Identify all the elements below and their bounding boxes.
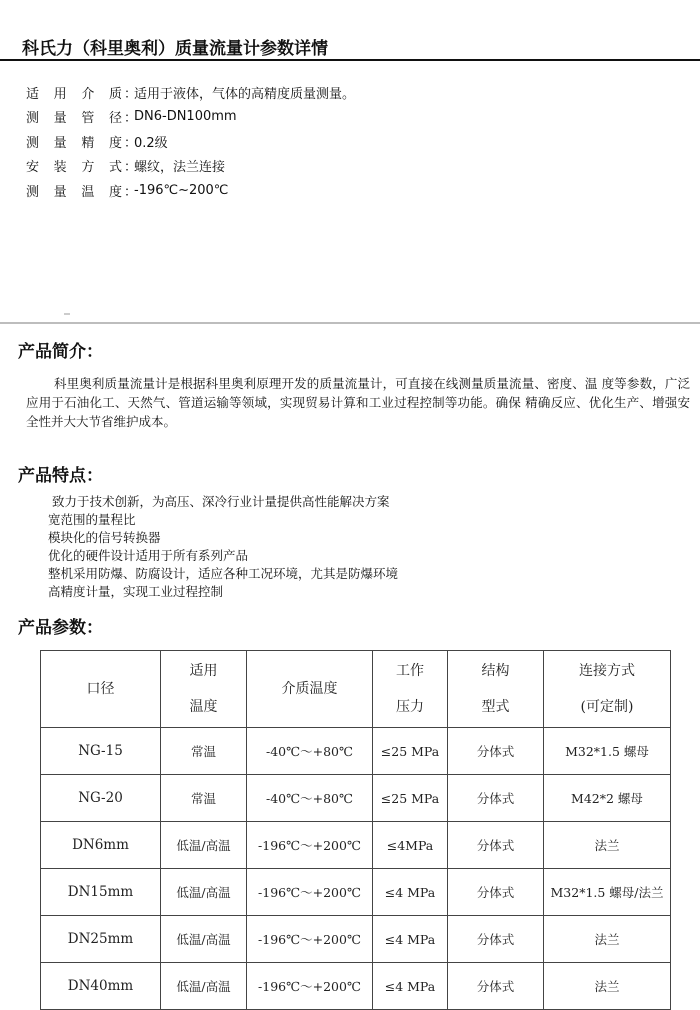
- table-cell: 分体式: [448, 775, 544, 822]
- page-title: 科氏力（科里奥利）质量流量计参数详情: [22, 39, 328, 59]
- table-cell: DN15mm: [41, 869, 161, 916]
- table-cell: ≤25 MPa: [373, 728, 448, 775]
- table-cell: 常温: [161, 728, 247, 775]
- table-cell: ≤4 MPa: [373, 869, 448, 916]
- table-cell: DN6mm: [41, 822, 161, 869]
- table-cell: -40℃～+80℃: [247, 728, 373, 775]
- table-cell: ≤4 MPa: [373, 916, 448, 963]
- table-cell: 分体式: [448, 916, 544, 963]
- table-cell: -196℃～+200℃: [247, 916, 373, 963]
- table-cell: 低温/高温: [161, 822, 247, 869]
- table-cell: ≤4MPa: [373, 822, 448, 869]
- spec-label: 安 装 方 式: [26, 160, 122, 176]
- column-header: 工作 压力: [373, 651, 448, 728]
- table-cell: 法兰: [544, 963, 671, 1010]
- spec-row-pipe-size: [26, 105, 355, 130]
- column-header: 连接方式 (可定制): [544, 651, 671, 728]
- table-cell: -196℃～+200℃: [247, 869, 373, 916]
- spec-value: DN6-DN100mm: [134, 109, 237, 125]
- spec-value: 螺纹，法兰连接: [134, 160, 226, 176]
- table-cell: 常温: [161, 775, 247, 822]
- table-row: [41, 916, 671, 963]
- spec-row-medium: [26, 80, 355, 105]
- table-cell: -196℃～+200℃: [247, 822, 373, 869]
- table-row: [41, 869, 671, 916]
- column-header: 口径: [41, 651, 161, 728]
- list-item: 高精度计量，实现工业过程控制: [48, 584, 224, 599]
- intro-paragraph: 科里奥利质量流量计是根据科里奥利原理开发的质量流量计，可直接在线测量质量流量、密度、温 度等参数，广泛应用于石油化工、天然气、管道运输等领域，实现贸易计算和工业过程控制等功能。确保 精确反应、优化生产、增强安全性并大大节省维护成本。: [26, 376, 690, 429]
- spec-list: [26, 80, 355, 203]
- table-cell: ≤4 MPa: [373, 963, 448, 1010]
- spec-label: 测 量 温 度: [26, 184, 122, 200]
- table-cell: 分体式: [448, 963, 544, 1010]
- params-table: [40, 650, 671, 1010]
- section-divider: [0, 322, 700, 324]
- table-cell: DN25mm: [41, 916, 161, 963]
- list-item: 模块化的信号转换器: [48, 530, 161, 545]
- spec-value: -196℃~200℃: [134, 182, 229, 198]
- table-cell: NG-15: [41, 728, 161, 775]
- spec-colon: ：: [124, 86, 138, 102]
- table-cell: 法兰: [544, 822, 671, 869]
- params-heading: 产品参数：: [18, 618, 103, 638]
- spec-label: 测 量 管 径: [26, 111, 122, 127]
- spec-value: 0.2级: [134, 135, 168, 151]
- table-cell: 低温/高温: [161, 869, 247, 916]
- table-cell: 分体式: [448, 869, 544, 916]
- table-cell: 低温/高温: [161, 963, 247, 1010]
- table-cell: NG-20: [41, 775, 161, 822]
- table-cell: M42*2 螺母: [544, 775, 671, 822]
- spec-row-accuracy: [26, 129, 355, 154]
- table-cell: M32*1.5 螺母: [544, 728, 671, 775]
- table-header-row: [41, 651, 671, 728]
- table-row: [41, 963, 671, 1010]
- spec-row-installation: [26, 154, 355, 179]
- intro-heading: 产品简介：: [18, 342, 103, 362]
- table-cell: 分体式: [448, 728, 544, 775]
- spec-colon: ：: [124, 111, 138, 127]
- spec-colon: ：: [124, 135, 138, 151]
- column-header: 介质温度: [247, 651, 373, 728]
- table-row: [41, 822, 671, 869]
- spec-label: 测 量 精 度: [26, 135, 122, 151]
- spec-label: 适 用 介 质: [26, 86, 122, 102]
- table-row: [41, 775, 671, 822]
- list-item: 优化的硬件设计适用于所有系列产品: [48, 548, 249, 563]
- list-item: 宽范围的量程比: [48, 512, 136, 527]
- table-cell: -40℃～+80℃: [247, 775, 373, 822]
- column-header: 结构 型式: [448, 651, 544, 728]
- table-cell: 低温/高温: [161, 916, 247, 963]
- table-cell: -196℃～+200℃: [247, 963, 373, 1010]
- column-header: 适用 温度: [161, 651, 247, 728]
- title-divider: [0, 59, 700, 61]
- features-list: [48, 493, 398, 601]
- spec-colon: ：: [124, 184, 138, 200]
- table-cell: M32*1.5 螺母/法兰: [544, 869, 671, 916]
- spec-row-temperature: [26, 178, 355, 203]
- features-heading: 产品特点：: [18, 466, 103, 486]
- table-cell: DN40mm: [41, 963, 161, 1010]
- list-item: 整机采用防爆、防腐设计，适应各种工况环境，尤其是防爆环境: [48, 566, 399, 581]
- table-cell: ≤25 MPa: [373, 775, 448, 822]
- spec-colon: ：: [124, 160, 138, 176]
- table-cell: 法兰: [544, 916, 671, 963]
- table-row: [41, 728, 671, 775]
- spec-value: 适用于液体，气体的高精度质量测量。: [134, 86, 356, 102]
- list-item: 致力于技术创新，为高压、深冷行业计量提供高性能解决方案: [52, 494, 390, 509]
- decorative-mark: [64, 313, 70, 315]
- table-cell: 分体式: [448, 822, 544, 869]
